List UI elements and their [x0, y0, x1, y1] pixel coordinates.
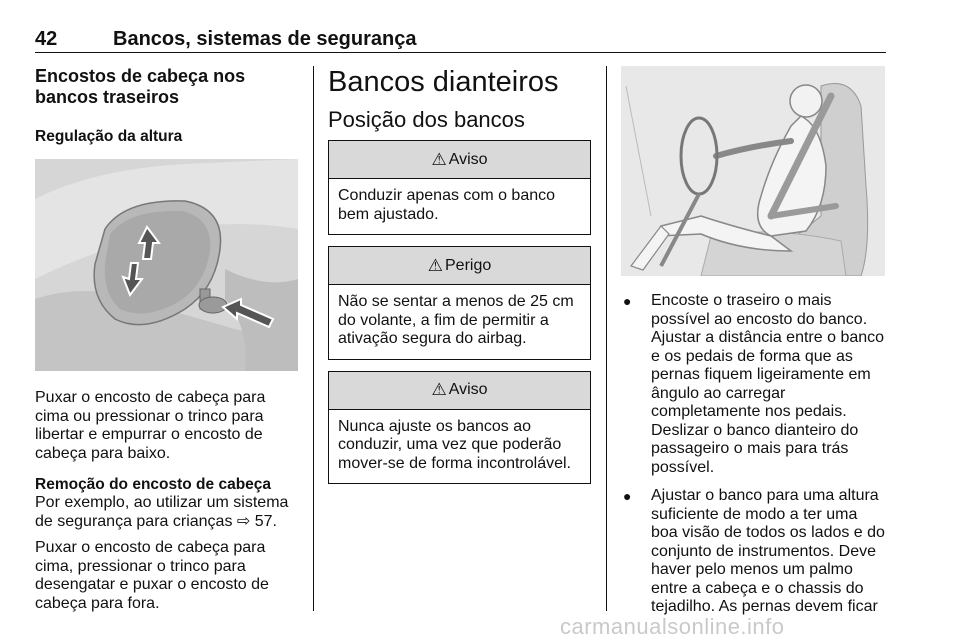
- section-title: Bancos dianteiros: [328, 66, 559, 98]
- warning-triangle-icon: ⚠: [431, 149, 447, 169]
- paragraph-adjust: Puxar o encosto de cabeça para cima ou pressionar o trinco para libertar e empurrar o encosto de cabeça para baixo.: [35, 389, 266, 462]
- warning-triangle-icon: ⚠: [431, 380, 447, 399]
- driver-seat-illustration: [621, 66, 885, 276]
- subheading-removal: Remoção do encosto de cabeça: [35, 476, 272, 493]
- warning-text: Conduzir apenas com o banco bem ajustado.: [338, 187, 556, 223]
- warning-box-header: [329, 141, 590, 179]
- bullet-text: Encoste o traseiro o mais possível ao encosto do banco. Ajustar a distância entre o banco e os pedais de forma que as pernas fiquem ligeiramente em ângulo ao carregar completamente nos pedais. Deslizar o banco dianteiro do passageiro o mais para trás possível.: [651, 292, 885, 476]
- warning-triangle-icon: ⚠: [427, 255, 443, 275]
- headrest-illustration: [35, 159, 298, 371]
- warning-box-1: [328, 140, 591, 235]
- chapter-title: Bancos, sistemas de segurança: [113, 28, 417, 50]
- danger-box: [328, 246, 591, 360]
- bullet-icon: ●: [623, 488, 632, 504]
- warning-box-header: [329, 372, 590, 410]
- driver-seat-illustration-svg: [621, 66, 885, 276]
- seat-position-bullets: [621, 292, 886, 617]
- header-rule: [35, 52, 886, 53]
- bullet-icon: ●: [623, 293, 632, 309]
- column-right: [621, 66, 886, 627]
- bullet-item: [621, 292, 886, 477]
- column-left: [35, 66, 299, 613]
- danger-label: Perigo: [445, 256, 492, 274]
- warning-label: Aviso: [448, 150, 488, 168]
- headrest-illustration-svg: [35, 159, 298, 371]
- column-divider-1: [313, 66, 314, 611]
- paragraph-removal-steps: Puxar o encosto de cabeça para cima, pressionar o trinco para desengatar e puxar o encosto de cabeça para fora.: [35, 539, 269, 612]
- warning-box-2: [328, 371, 591, 485]
- page-number: 42: [35, 28, 58, 50]
- paragraph-removal-example: Por exemplo, ao utilizar um sistema de segurança para crianças ⇨ 57.: [35, 494, 289, 530]
- watermark: carmanualsonline.info: [560, 614, 785, 639]
- danger-box-header: [329, 247, 590, 285]
- column-middle: [328, 66, 591, 484]
- section-subtitle: Posição dos bancos: [328, 107, 525, 132]
- section-heading: Encostos de cabeça nos bancos traseiros: [35, 66, 246, 107]
- warning-text: Nunca ajuste os bancos ao conduzir, uma vez que poderão mover-se de forma incontrolável.: [338, 417, 571, 472]
- column-divider-2: [606, 66, 607, 611]
- danger-text: Não se sentar a menos de 25 cm do volante, a fim de permitir a ativação segura do airbag.: [338, 293, 574, 347]
- bullet-item: [621, 487, 886, 617]
- warning-label: Aviso: [448, 381, 488, 398]
- subheading-height-adjust: Regulação da altura: [35, 128, 183, 145]
- bullet-text: Ajustar o banco para uma altura suficiente de modo a ter uma boa visão de todos os lados e do conjunto de instrumentos. Deve haver pelo menos um palmo entre a cabeça e o chassis do tejadilho. As pernas devem ficar: [651, 487, 885, 615]
